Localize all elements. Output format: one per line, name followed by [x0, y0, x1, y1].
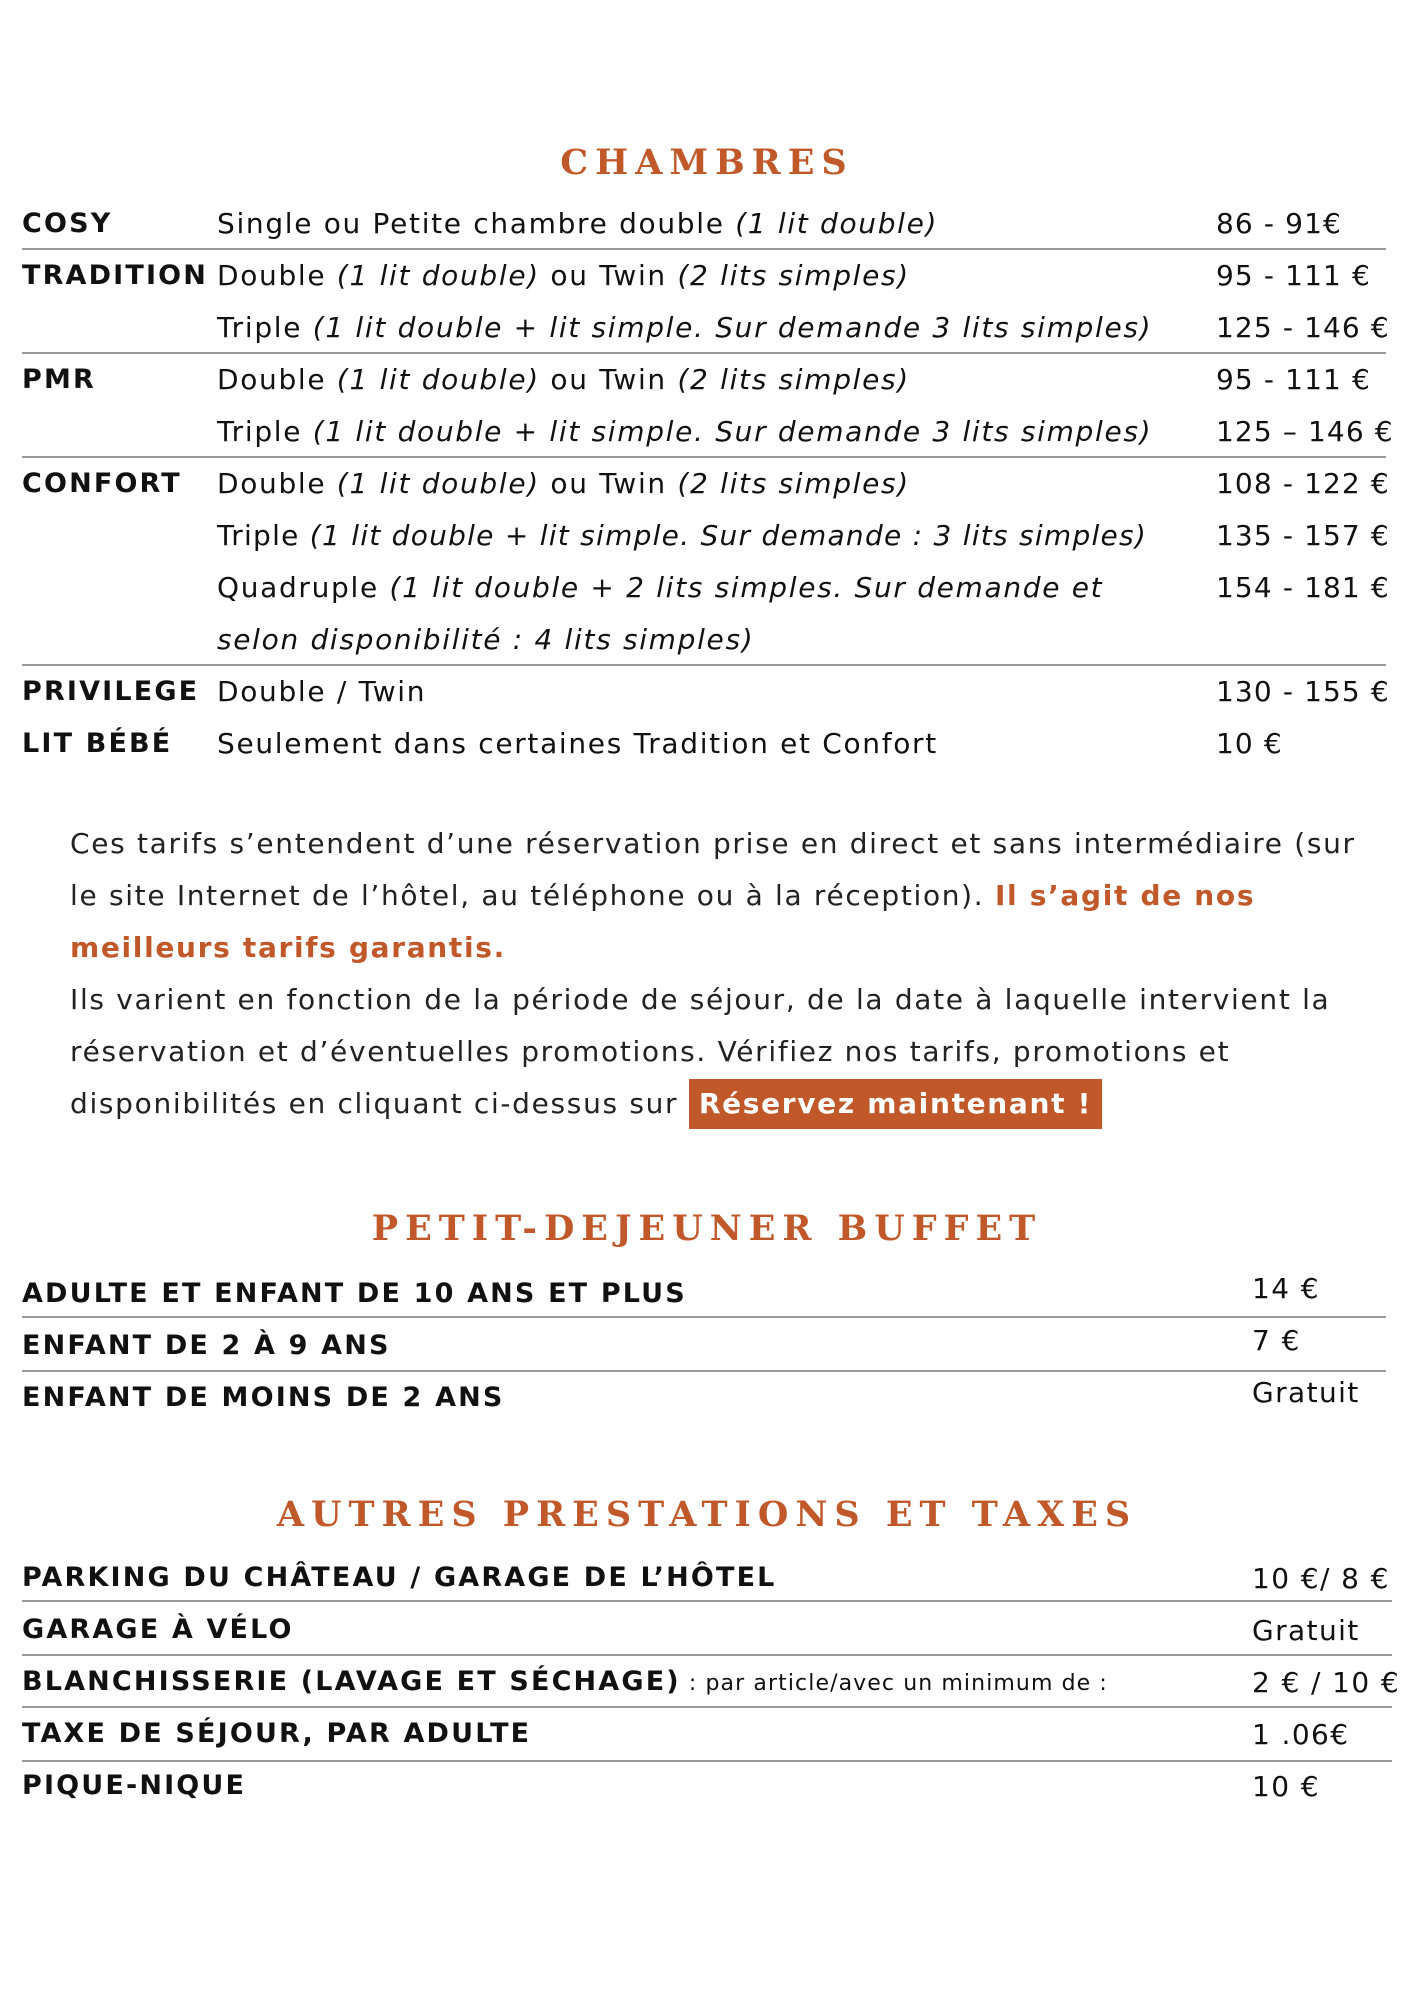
divider — [22, 1706, 1392, 1708]
service-price: 10 €/ 8 € — [1252, 1562, 1390, 1595]
room-description: Single ou Petite chambre double (1 lit double) — [217, 207, 939, 240]
other-services-heading: AUTRES PRESTATIONS ET TAXES — [276, 1494, 1138, 1535]
room-price: 95 - 111 € — [1216, 363, 1371, 396]
service-note: : par article/avec un minimum de : — [680, 1671, 1108, 1696]
service-item: PIQUE-NIQUE — [22, 1770, 247, 1801]
breakfast-heading: PETIT-DEJEUNER BUFFET — [371, 1208, 1043, 1249]
breakfast-item: ENFANT DE MOINS DE 2 ANS — [22, 1382, 505, 1413]
service-price: 10 € — [1252, 1770, 1320, 1803]
room-description: Double (1 lit double) ou Twin (2 lits simples) — [217, 467, 910, 500]
room-description: Double / Twin — [217, 675, 427, 708]
room-category-pmr: PMR — [22, 364, 96, 395]
room-price: 86 - 91€ — [1216, 207, 1342, 240]
room-description: selon disponibilité : 4 lits simples) — [217, 623, 755, 656]
divider — [22, 664, 1386, 666]
room-description: Triple (1 lit double + lit simple. Sur demande : 3 lits simples) — [217, 519, 1148, 552]
best-rates-highlight: Il s’agit de nos meilleurs tarifs garantis. — [70, 879, 1256, 964]
service-price: Gratuit — [1252, 1614, 1360, 1647]
room-description: Double (1 lit double) ou Twin (2 lits simples) — [217, 259, 910, 292]
service-price: 2 € / 10 € — [1252, 1666, 1401, 1699]
divider — [22, 1654, 1392, 1656]
breakfast-item: ADULTE ET ENFANT DE 10 ANS ET PLUS — [22, 1278, 687, 1309]
room-price: 130 - 155 € — [1216, 675, 1390, 708]
room-category-lit-bebe: LIT BÉBÉ — [22, 728, 173, 759]
service-price: 1 .06€ — [1252, 1718, 1350, 1751]
divider — [22, 352, 1386, 354]
room-price: 10 € — [1216, 727, 1283, 760]
pricing-notice: Ces tarifs s’entendent d’une réservation prise en direct et sans intermédiaire (sur le site Internet de l’hôtel, au téléphone ou à la réception). Il s’agit de nos meilleurs tarifs garantis. Ils varient en fonction de la période de séjour, de la date à laquelle intervient la réservation et d’éventuelles promotions. Vérifiez nos tarifs, promotions et disponibilités en cliquant ci-dessus sur Réservez maintenant ! — [70, 818, 1360, 1130]
breakfast-price: 14 € — [1252, 1272, 1320, 1305]
breakfast-item: ENFANT DE 2 À 9 ANS — [22, 1330, 391, 1361]
room-description: Quadruple (1 lit double + 2 lits simples. Sur demande et — [217, 571, 1104, 604]
service-item: BLANCHISSERIE (LAVAGE ET SÉCHAGE) : par article/avec un minimum de : — [22, 1666, 1108, 1697]
divider — [22, 1600, 1392, 1602]
room-description: Double (1 lit double) ou Twin (2 lits simples) — [217, 363, 910, 396]
room-description: Seulement dans certaines Tradition et Confort — [217, 727, 938, 760]
divider — [22, 1316, 1386, 1318]
divider — [22, 1370, 1386, 1372]
divider — [22, 248, 1386, 250]
breakfast-price: Gratuit — [1252, 1376, 1360, 1409]
room-price: 125 - 146 € — [1216, 311, 1390, 344]
room-description: Triple (1 lit double + lit simple. Sur demande 3 lits simples) — [217, 415, 1153, 448]
chambres-heading: CHAMBRES — [560, 142, 854, 183]
service-item: PARKING DU CHÂTEAU / GARAGE DE L’HÔTEL — [22, 1562, 777, 1593]
room-price: 135 - 157 € — [1216, 519, 1390, 552]
room-category-cosy: COSY — [22, 208, 113, 239]
room-price: 95 - 111 € — [1216, 259, 1371, 292]
room-category-confort: CONFORT — [22, 468, 182, 499]
room-category-privilege: PRIVILEGE — [22, 676, 200, 707]
service-item: GARAGE À VÉLO — [22, 1614, 294, 1645]
room-price: 108 - 122 € — [1216, 467, 1390, 500]
room-price: 154 - 181 € — [1216, 571, 1390, 604]
room-price: 125 – 146 € — [1216, 415, 1394, 448]
divider — [22, 1760, 1392, 1762]
room-category-tradition: TRADITION — [22, 260, 209, 291]
breakfast-price: 7 € — [1252, 1324, 1301, 1357]
book-now-button[interactable]: Réservez maintenant ! — [689, 1079, 1102, 1129]
room-description: Triple (1 lit double + lit simple. Sur demande 3 lits simples) — [217, 311, 1153, 344]
service-item: TAXE DE SÉJOUR, PAR ADULTE — [22, 1718, 532, 1749]
divider — [22, 456, 1386, 458]
